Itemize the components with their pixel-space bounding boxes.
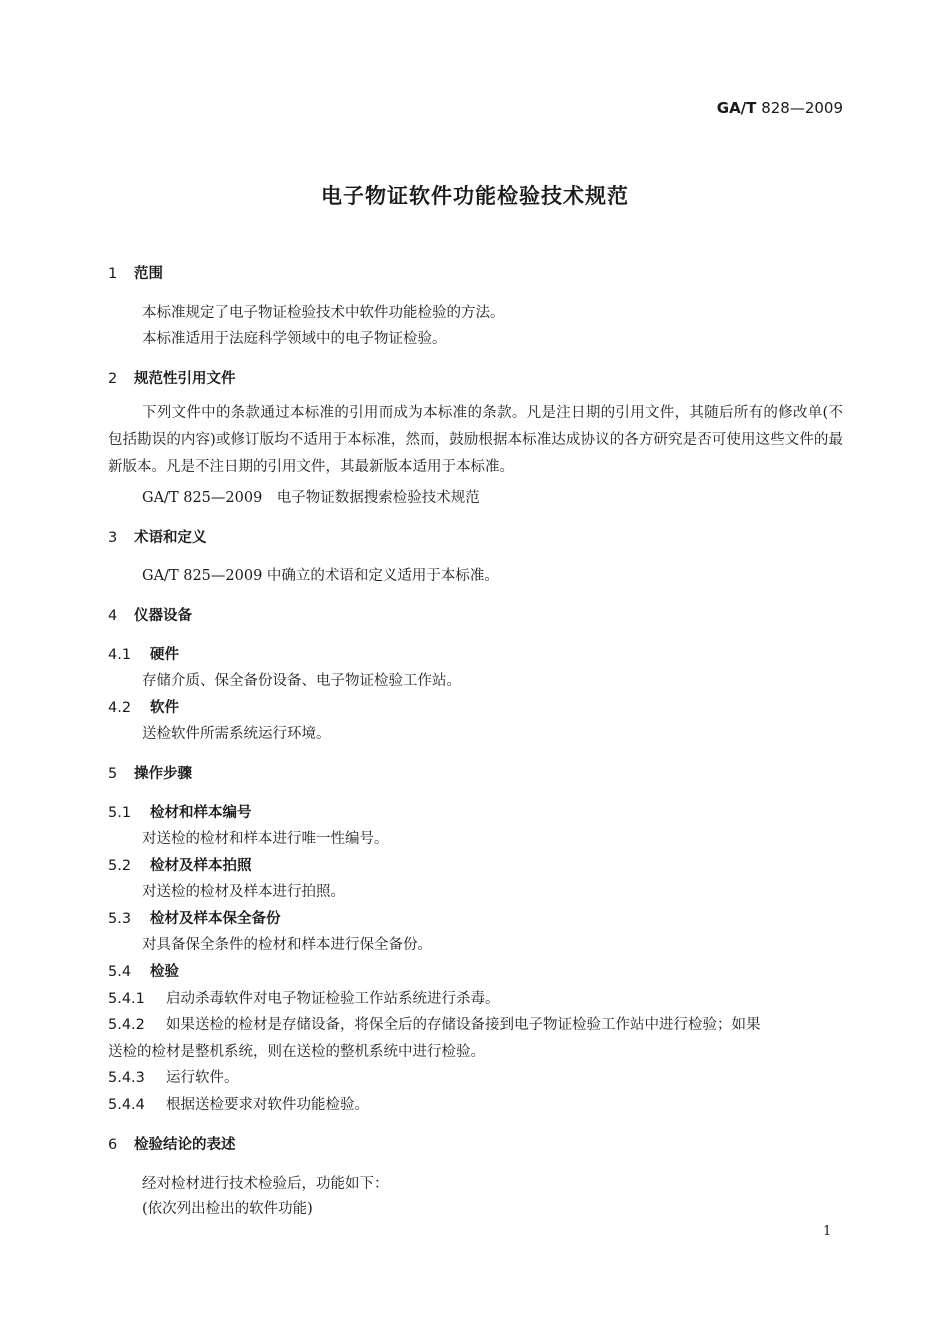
section-6-paragraph-1: 经对检材进行技术检验后，功能如下： [142,1176,389,1192]
subsection-4-1-heading [108,643,179,664]
step-5-4-2 [108,1013,761,1034]
subsection-number: 5.4 [108,964,132,980]
subsection-5-3-heading [108,907,281,928]
subsection-number: 5.2 [108,858,132,874]
subsection-4-2-heading [108,696,179,717]
section-1-heading [108,262,163,283]
section-title: 检验结论的表述 [134,1137,236,1153]
step-number: 5.4.1 [108,991,145,1007]
section-title: 规范性引用文件 [134,371,236,387]
section-3-heading [108,526,207,547]
document-title: 电子物证软件功能检验技术规范 [321,184,629,208]
subsection-number: 5.1 [108,805,132,821]
section-1-paragraph-2: 本标准适用于法庭科学领域中的电子物证检验。 [142,331,447,347]
subsection-number: 5.3 [108,911,132,927]
step-5-4-1 [108,987,500,1008]
subsection-title: 检验 [150,964,179,980]
subsection-title: 检材及样本保全备份 [150,911,281,927]
step-number: 5.4.2 [108,1017,145,1033]
normative-reference: GA/T 825—2009 电子物证数据搜索检验技术规范 [142,490,480,506]
section-1-paragraph-1: 本标准规定了电子物证检验技术中软件功能检验的方法。 [142,305,505,321]
subsection-number: 4.2 [108,700,132,716]
subsection-title: 检材及样本拍照 [150,858,252,874]
section-title: 范围 [134,266,163,282]
subsection-5-2-text: 对送检的检材及样本进行拍照。 [142,884,345,900]
step-number: 5.4.4 [108,1097,145,1113]
subsection-title: 检材和样本编号 [150,805,252,821]
step-5-4-4 [108,1093,369,1114]
section-number: 6 [108,1137,118,1153]
section-4-heading [108,604,192,625]
section-3-paragraph: GA/T 825—2009 中确立的术语和定义适用于本标准。 [142,568,499,584]
subsection-4-1-text: 存储介质、保全备份设备、电子物证检验工作站。 [142,673,461,689]
step-text: 运行软件。 [166,1070,239,1086]
subsection-5-1-heading [108,801,252,822]
subsection-5-4-heading [108,960,179,981]
section-number: 3 [108,530,118,546]
standard-prefix: GA/T [716,99,757,117]
subsection-title: 软件 [150,700,179,716]
section-number: 5 [108,766,118,782]
step-5-4-3 [108,1066,239,1087]
section-number: 1 [108,266,118,282]
subsection-5-2-heading [108,854,252,875]
section-6-paragraph-2: (依次列出检出的软件功能) [142,1201,313,1217]
section-number: 2 [108,371,118,387]
standard-code: 828—2009 [761,99,843,117]
section-6-heading [108,1133,236,1154]
page-number: 1 [823,1224,832,1239]
section-title: 操作步骤 [134,766,192,782]
section-title: 仪器设备 [134,608,192,624]
subsection-number: 4.1 [108,647,132,663]
standard-number [717,99,843,117]
subsection-4-2-text: 送检软件所需系统运行环境。 [142,726,331,742]
section-title: 术语和定义 [134,530,207,546]
section-2-heading [108,367,236,388]
section-2-paragraph: 下列文件中的条款通过本标准的引用而成为本标准的条款。凡是注日期的引用文件，其随后所有的修改单(不包括勘误的内容)或修订版均不适用于本标准，然而，鼓励根据本标准达成协议的各方研究是否可使用这些文件的最新版本。凡是不注日期的引用文件，其最新版本适用于本标准。 [108,405,843,475]
step-5-4-2-continued: 送检的检材是整机系统，则在送检的整机系统中进行检验。 [108,1044,485,1060]
step-text: 根据送检要求对软件功能检验。 [166,1097,369,1113]
subsection-5-1-text: 对送检的检材和样本进行唯一性编号。 [142,831,389,847]
step-text: 如果送检的检材是存储设备，将保全后的存储设备接到电子物证检验工作站中进行检验；如果 [166,1017,761,1033]
subsection-5-3-text: 对具备保全条件的检材和样本进行保全备份。 [142,937,432,953]
step-text: 启动杀毒软件对电子物证检验工作站系统进行杀毒。 [166,991,500,1007]
step-number: 5.4.3 [108,1070,145,1086]
section-number: 4 [108,608,118,624]
section-5-heading [108,762,192,783]
subsection-title: 硬件 [150,647,179,663]
